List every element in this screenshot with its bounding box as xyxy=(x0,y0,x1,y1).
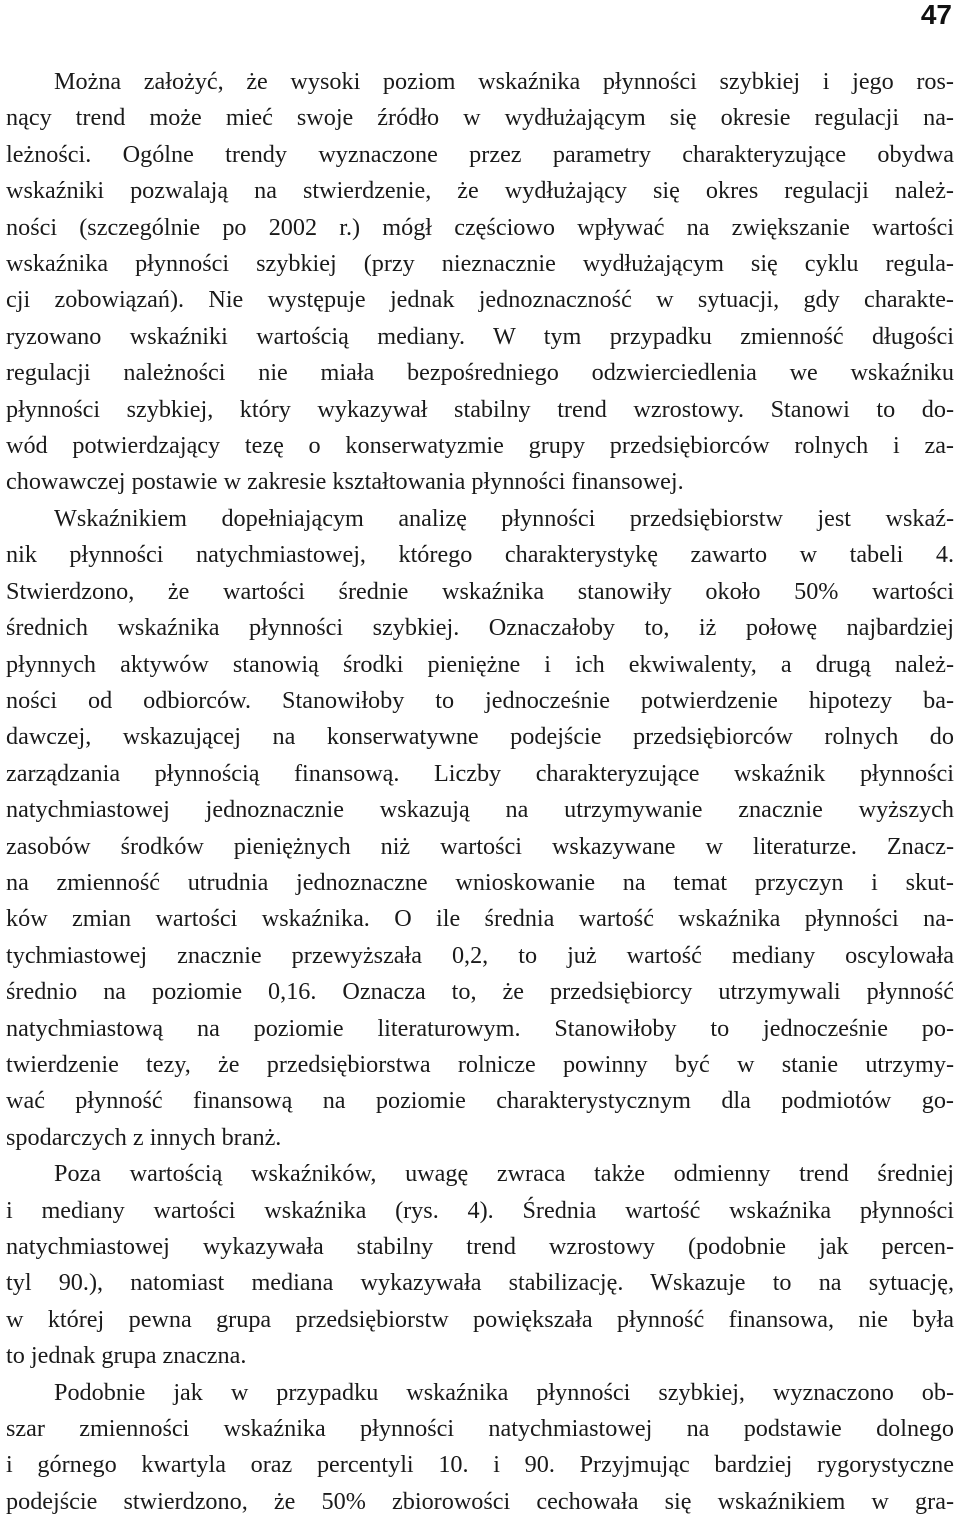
text-line: na zmienność utrudnia jednoznaczne wnioskowanie na temat przyczyn i skut- xyxy=(6,868,954,896)
text-line: nący trend może mieć swoje źródło w wydłużającym się okresie regulacji na- xyxy=(6,104,954,132)
text-line: średnio na poziomie 0,16. Oznacza to, że przedsiębiorcy utrzymywali płynność xyxy=(6,978,954,1006)
text-line: wskaźniki pozwalają na stwierdzenie, że wydłużający się okres regulacji należ- xyxy=(6,177,954,205)
text-line: Podobnie jak w przypadku wskaźnika płynności szybkiej, wyznaczono ob- xyxy=(54,1378,954,1406)
text-line: ności (szczególnie po 2002 r.) mógł częściowo wpływać na zwiększanie wartości xyxy=(6,213,954,241)
text-line: leżności. Ogólne trendy wyznaczone przez parametry charakteryzujące obydwa xyxy=(6,140,954,168)
page-number: 47 xyxy=(920,0,952,30)
text-line: regulacji należności nie miała bezpośredniego odzwierciedlenia we wskaźniku xyxy=(6,359,954,387)
text-line: ryzowano wskaźniki wartością mediany. W tym przypadku zmienność długości xyxy=(6,322,954,350)
text-line: nik płynności natychmiastowej, którego charakterystykę zawarto w tabeli 4. xyxy=(6,541,954,569)
text-line: natychmiastową na poziomie literaturowym. Stanowiłoby to jednocześnie po- xyxy=(6,1014,954,1042)
text-line: Można założyć, że wysoki poziom wskaźnika płynności szybkiej i jego ros- xyxy=(54,68,954,95)
text-line: szar zmienności wskaźnika płynności natychmiastowej na podstawie dolnego xyxy=(6,1415,954,1443)
text-line: wać płynność finansową na poziomie charakterystycznym dla podmiotów go- xyxy=(6,1087,954,1115)
paragraph-4 xyxy=(6,1375,954,1520)
text-line: cji zobowiązań). Nie występuje jednak jednoznaczność w sytuacji, gdy charakte- xyxy=(6,286,954,314)
text-line: Wskaźnikiem dopełniającym analizę płynności przedsiębiorstw jest wskaź- xyxy=(54,504,954,532)
text-line: Poza wartością wskaźników, uwagę zwraca także odmienny trend średniej xyxy=(54,1160,954,1188)
text-line: natychmiastowej jednoznacznie wskazują na utrzymywanie znacznie wyższych xyxy=(6,796,954,824)
text-line: ności od odbiorców. Stanowiłoby to jednocześnie potwierdzenie hipotezy ba- xyxy=(6,686,954,714)
text-line: dawczej, wskazującej na konserwatywne podejście przedsiębiorców rolnych do xyxy=(6,723,954,751)
text-line: wód potwierdzający tezę o konserwatyzmie grupy przedsiębiorców rolnych i za- xyxy=(6,432,954,460)
text-line: i górnego kwartyla oraz percentyli 10. i 90. Przyjmując bardziej rygorystyczne xyxy=(6,1451,954,1479)
paragraph-3 xyxy=(6,1156,954,1374)
text-line: tychmiastowej znacznie przewyższała 0,2, to już wartość mediany oscylowała xyxy=(6,941,954,969)
text-line: średnich wskaźnika płynności szybkiej. Oznaczałoby to, iż połowę najbardziej xyxy=(6,614,954,642)
text-line: twierdzenie tezy, że przedsiębiorstwa rolnicze powinny być w stanie utrzymy- xyxy=(6,1050,954,1078)
text-line: zarządzania płynnością finansową. Liczby charakteryzujące wskaźnik płynności xyxy=(6,759,954,787)
text-line: tyl 90.), natomiast mediana wykazywała stabilizację. Wskazuje to na sytuację, xyxy=(6,1269,954,1297)
text-line: chowawczej postawie w zakresie kształtowania płynności finansowej. xyxy=(6,468,684,496)
text-line: wskaźnika płynności szybkiej (przy nieznacznie wydłużającym się cyklu regula- xyxy=(6,250,954,278)
text-line: natychmiastowej wykazywała stabilny trend wzrostowy (podobnie jak percen- xyxy=(6,1233,954,1260)
text-line: w której pewna grupa przedsiębiorstw powiększała płynność finansowa, nie była xyxy=(6,1305,954,1333)
text-line: to jednak grupa znaczna. xyxy=(6,1342,247,1370)
paragraph-2 xyxy=(6,501,954,1156)
text-line: płynności szybkiej, który wykazywał stabilny trend wzrostowy. Stanowi to do- xyxy=(6,395,954,423)
document-body xyxy=(6,64,954,1520)
text-line: ków zmian wartości wskaźnika. O ile średnia wartość wskaźnika płynności na- xyxy=(6,905,954,933)
paragraph-1 xyxy=(6,64,954,501)
text-line: Stwierdzono, że wartości średnie wskaźnika stanowiły około 50% wartości xyxy=(6,577,954,605)
text-line: płynnych aktywów stanowią środki pieniężne i ich ekwiwalenty, a drugą należ- xyxy=(6,650,954,678)
text-line: spodarczych z innych branż. xyxy=(6,1123,282,1151)
text-line: zasobów środków pieniężnych niż wartości wskazywane w literaturze. Znacz- xyxy=(6,832,954,860)
text-line: i mediany wartości wskaźnika (rys. 4). Średnia wartość wskaźnika płynności xyxy=(6,1196,954,1224)
text-line: podejście stwierdzono, że 50% zbiorowości cechowała się wskaźnikiem w gra- xyxy=(6,1487,954,1515)
